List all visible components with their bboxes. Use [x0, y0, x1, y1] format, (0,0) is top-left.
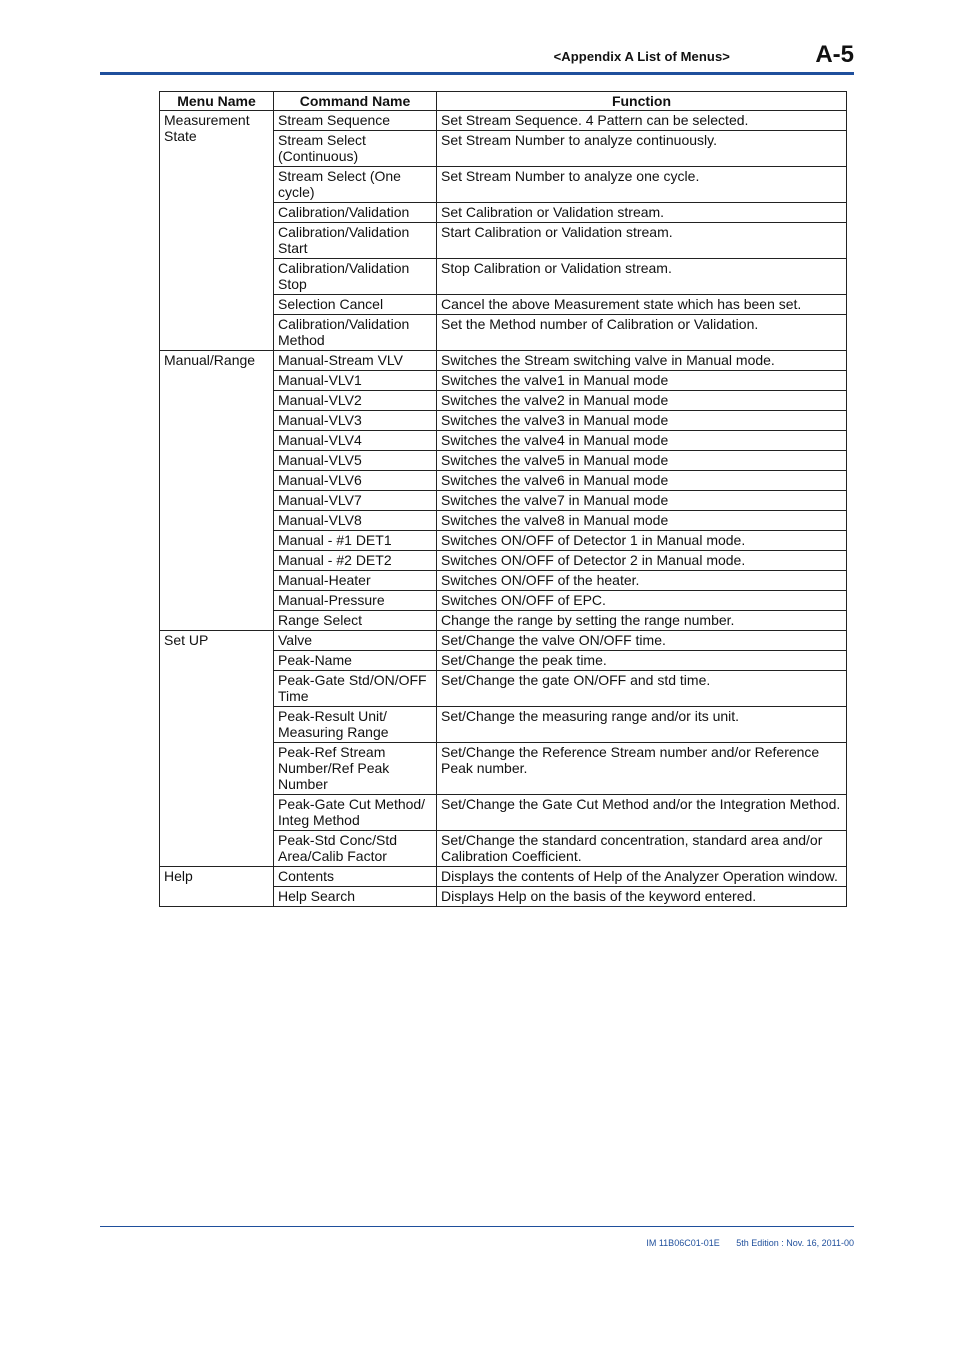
- function-cell: Set/Change the measuring range and/or its unit.: [437, 707, 847, 743]
- table-row: [160, 111, 847, 131]
- column-header-command-name: Command Name: [274, 92, 437, 111]
- command-name-cell: Calibration/Validation Stop: [274, 259, 437, 295]
- function-cell: Set/Change the gate ON/OFF and std time.: [437, 671, 847, 707]
- function-cell: Switches ON/OFF of Detector 1 in Manual mode.: [437, 531, 847, 551]
- command-name-cell: Stream Select (One cycle): [274, 167, 437, 203]
- function-cell: Set Stream Sequence. 4 Pattern can be selected.: [437, 111, 847, 131]
- function-cell: Set Stream Number to analyze continuously.: [437, 131, 847, 167]
- footer-divider: [100, 1226, 854, 1227]
- command-name-cell: Manual-Stream VLV: [274, 351, 437, 371]
- command-name-cell: Peak-Name: [274, 651, 437, 671]
- function-cell: Switches the valve7 in Manual mode: [437, 491, 847, 511]
- command-name-cell: Manual-VLV1: [274, 371, 437, 391]
- table-header-row: [160, 92, 847, 111]
- function-cell: Switches ON/OFF of the heater.: [437, 571, 847, 591]
- command-name-cell: Manual-VLV7: [274, 491, 437, 511]
- command-name-cell: Manual - #1 DET1: [274, 531, 437, 551]
- table-row: [160, 867, 847, 887]
- command-name-cell: Peak-Gate Std/ON/OFF Time: [274, 671, 437, 707]
- table-body: [160, 111, 847, 907]
- command-name-cell: Manual-VLV4: [274, 431, 437, 451]
- function-cell: Displays Help on the basis of the keyword entered.: [437, 887, 847, 907]
- command-name-cell: Contents: [274, 867, 437, 887]
- function-cell: Switches the valve3 in Manual mode: [437, 411, 847, 431]
- command-name-cell: Manual-Heater: [274, 571, 437, 591]
- command-name-cell: Peak-Ref Stream Number/Ref Peak Number: [274, 743, 437, 795]
- function-cell: Change the range by setting the range number.: [437, 611, 847, 631]
- column-header-menu-name: Menu Name: [160, 92, 274, 111]
- function-cell: Set/Change the peak time.: [437, 651, 847, 671]
- function-cell: Switches ON/OFF of Detector 2 in Manual mode.: [437, 551, 847, 571]
- footer: [632, 1238, 854, 1248]
- function-cell: Cancel the above Measurement state which has been set.: [437, 295, 847, 315]
- function-cell: Switches the Stream switching valve in Manual mode.: [437, 351, 847, 371]
- function-cell: Set the Method number of Calibration or Validation.: [437, 315, 847, 351]
- function-cell: Switches the valve8 in Manual mode: [437, 511, 847, 531]
- function-cell: Stop Calibration or Validation stream.: [437, 259, 847, 295]
- command-name-cell: Manual-VLV3: [274, 411, 437, 431]
- function-cell: Switches the valve6 in Manual mode: [437, 471, 847, 491]
- command-name-cell: Manual-VLV8: [274, 511, 437, 531]
- command-name-cell: Valve: [274, 631, 437, 651]
- command-name-cell: Stream Select (Continuous): [274, 131, 437, 167]
- function-cell: Start Calibration or Validation stream.: [437, 223, 847, 259]
- section-header: <Appendix A List of Menus>: [553, 49, 730, 64]
- table-row: [160, 351, 847, 371]
- command-name-cell: Calibration/Validation Start: [274, 223, 437, 259]
- function-cell: Switches the valve4 in Manual mode: [437, 431, 847, 451]
- command-name-cell: Help Search: [274, 887, 437, 907]
- command-name-cell: Manual-VLV6: [274, 471, 437, 491]
- function-cell: Switches the valve5 in Manual mode: [437, 451, 847, 471]
- menu-name-cell: Help: [160, 867, 274, 907]
- menu-name-cell: Measurement State: [160, 111, 274, 351]
- command-name-cell: Calibration/Validation: [274, 203, 437, 223]
- function-cell: Set/Change the standard concentration, standard area and/or Calibration Coefficient.: [437, 831, 847, 867]
- command-name-cell: Peak-Std Conc/Std Area/Calib Factor: [274, 831, 437, 867]
- function-cell: Switches the valve2 in Manual mode: [437, 391, 847, 411]
- command-name-cell: Selection Cancel: [274, 295, 437, 315]
- document-id: IM 11B06C01-01E: [646, 1238, 720, 1248]
- menu-list-table: [159, 91, 847, 907]
- command-name-cell: Stream Sequence: [274, 111, 437, 131]
- function-cell: Set/Change the Reference Stream number and/or Reference Peak number.: [437, 743, 847, 795]
- table-row: [160, 631, 847, 651]
- function-cell: Switches ON/OFF of EPC.: [437, 591, 847, 611]
- menu-name-cell: Set UP: [160, 631, 274, 867]
- command-name-cell: Calibration/Validation Method: [274, 315, 437, 351]
- header-divider: [100, 72, 854, 75]
- column-header-function: Function: [437, 92, 847, 111]
- command-name-cell: Manual-VLV5: [274, 451, 437, 471]
- command-name-cell: Peak-Result Unit/ Measuring Range: [274, 707, 437, 743]
- function-cell: Set/Change the valve ON/OFF time.: [437, 631, 847, 651]
- command-name-cell: Manual-VLV2: [274, 391, 437, 411]
- function-cell: Set Stream Number to analyze one cycle.: [437, 167, 847, 203]
- page-number: A-5: [815, 41, 854, 68]
- function-cell: Set/Change the Gate Cut Method and/or the Integration Method.: [437, 795, 847, 831]
- function-cell: Displays the contents of Help of the Analyzer Operation window.: [437, 867, 847, 887]
- function-cell: Switches the valve1 in Manual mode: [437, 371, 847, 391]
- command-name-cell: Peak-Gate Cut Method/ Integ Method: [274, 795, 437, 831]
- command-name-cell: Manual - #2 DET2: [274, 551, 437, 571]
- command-name-cell: Manual-Pressure: [274, 591, 437, 611]
- function-cell: Set Calibration or Validation stream.: [437, 203, 847, 223]
- menu-name-cell: Manual/Range: [160, 351, 274, 631]
- edition-info: 5th Edition : Nov. 16, 2011-00: [736, 1238, 854, 1248]
- command-name-cell: Range Select: [274, 611, 437, 631]
